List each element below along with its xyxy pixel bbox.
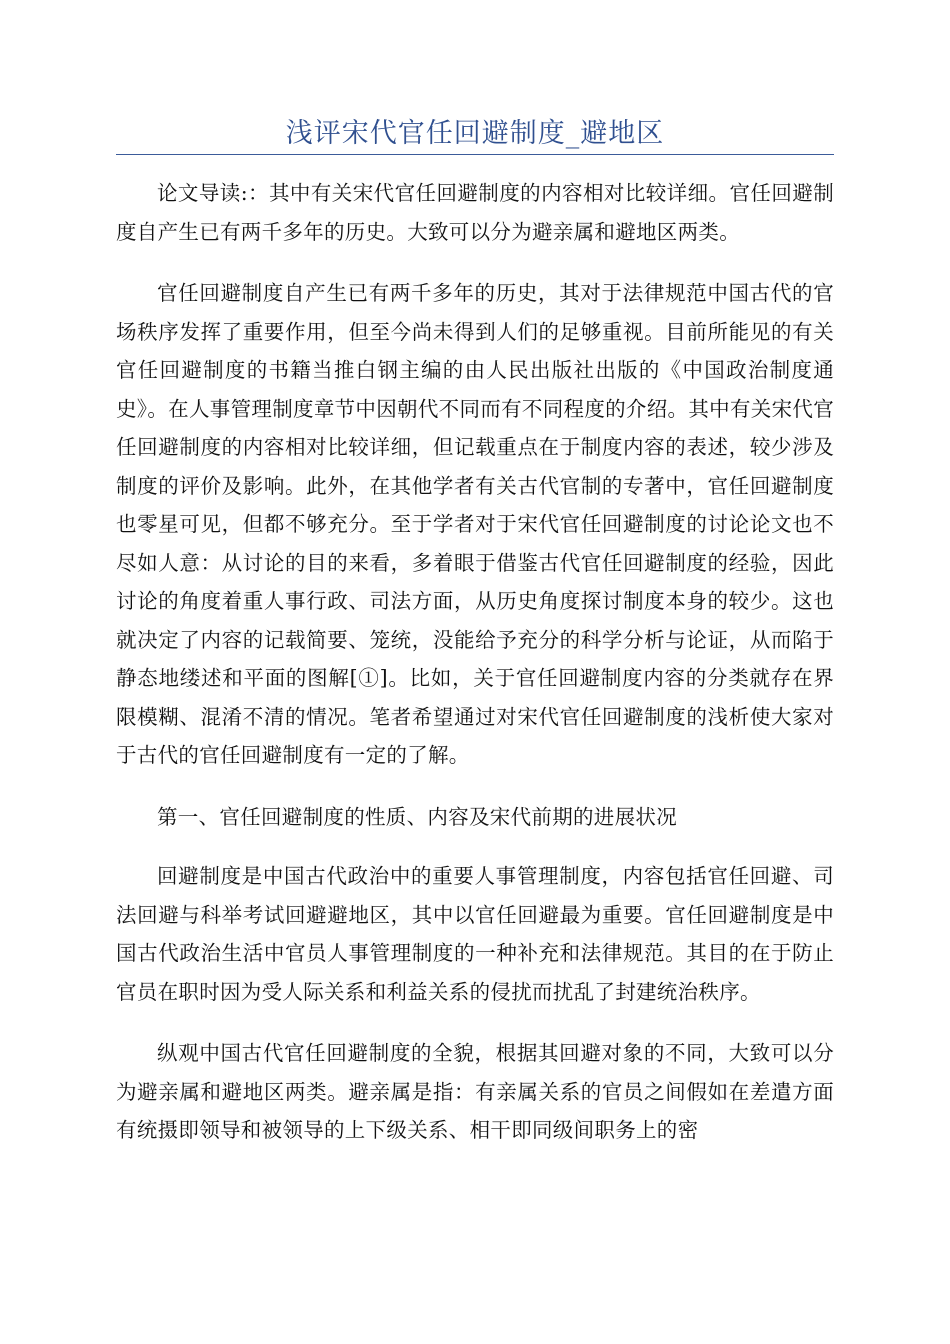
paragraph-definition: 回避制度是中国古代政治中的重要人事管理制度，内容包括官任回避、司法回避与科举考试回避避地区，其中以官任回避最为重要。官任回避制度是中国古代政治生活中官员人事管理制度的一种补充和法律规范。其目的在于防止官员在职时因为受人际关系和利益关系的侵扰而扰乱了封建统治秩序。 bbox=[116, 864, 834, 1004]
paragraph-background: 官任回避制度自产生已有两千多年的历史，其对于法律规范中国古代的官场秩序发挥了重要作用，但至今尚未得到人们的足够重视。目前所能见的有关官任回避制度的书籍当推白钢主编的由人民出版社出版的《中国政治制度通史》。在人事管理制度章节中因朝代不同而有不同程度的介绍。其中有关宋代官任回避制度的内容相对比较详细，但记载重点在于制度内容的表述，较少涉及制度的评价及影响。此外，在其他学者有关古代官制的专著中，官任回避制度也零星可见，但都不够充分。至于学者对于宋代官任回避制度的讨论论文也不尽如人意：从讨论的目的来看，多着眼于借鉴古代官任回避制度的经验，因此讨论的角度着重人事行政、司法方面，从历史角度探讨制度本身的较少。这也就决定了内容的记载简要、笼统，没能给予充分的科学分析与论证，从而陷于静态地缕述和平面的图解[①]。比如，关于官任回避制度内容的分类就存在界限模糊、混淆不清的情况。笔者希望通过对宋代官任回避制度的浅析使大家对于古代的官任回避制度有一定的了解。 bbox=[116, 281, 834, 767]
paragraph-intro: 论文导读:：其中有关宋代官任回避制度的内容相对比较详细。官任回避制度自产生已有两千多年的历史。大致可以分为避亲属和避地区两类。 bbox=[116, 181, 834, 244]
section-heading-1: 第一、官任回避制度的性质、内容及宋代前期的进展状况 bbox=[157, 804, 677, 829]
title-divider bbox=[116, 154, 834, 155]
paragraph-classification: 纵观中国古代官任回避制度的全貌，根据其回避对象的不同，大致可以分为避亲属和避地区两类。避亲属是指：有亲属关系的官员之间假如在差遣方面有统摄即领导和被领导的上下级关系、相干即同级间职务上的密 bbox=[116, 1041, 834, 1142]
document-body bbox=[116, 174, 834, 1173]
title-block bbox=[116, 112, 834, 156]
document-title: 浅评宋代官任回避制度_避地区 bbox=[285, 118, 665, 149]
